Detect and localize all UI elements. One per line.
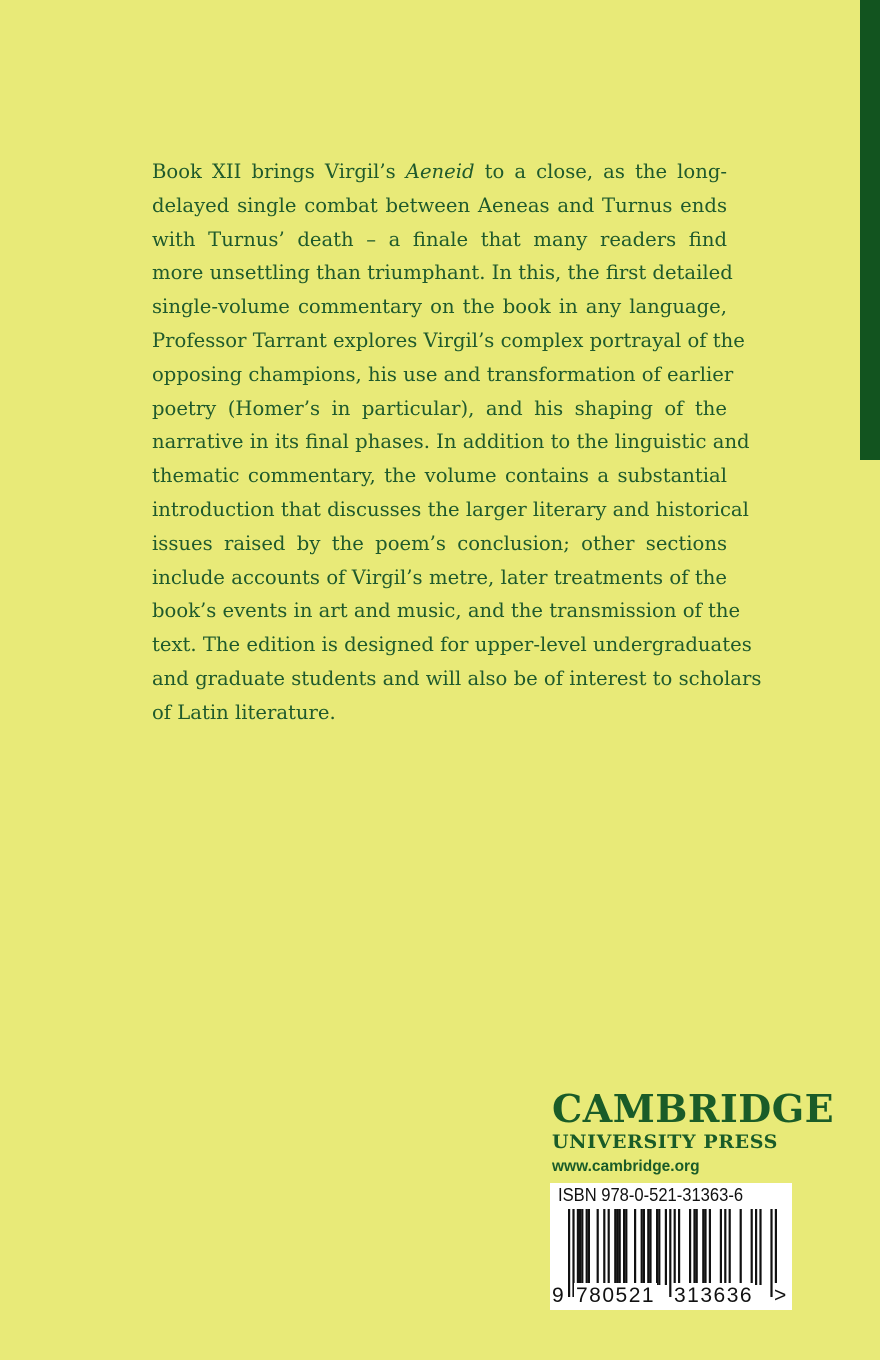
blurb-line: Book XII brings Virgil’s Aeneid to a close, as the long-: [152, 160, 727, 183]
barcode-bar: [649, 1209, 651, 1285]
blurb-line: text. The edition is designed for upper-level undergraduates: [152, 633, 752, 657]
barcode-bar: [643, 1209, 645, 1285]
blurb-line: poetry (Homer’s in particular), and his shaping of the: [152, 396, 727, 420]
publisher-subtitle: UNIVERSITY PRESS: [552, 1131, 778, 1153]
barcode-bar: [641, 1209, 643, 1285]
barcode-quiet-zone-mark: >: [774, 1284, 787, 1307]
barcode-bar: [634, 1209, 636, 1285]
blurb-line: include accounts of Virgil’s metre, later treatments of the: [152, 565, 727, 589]
book-description: [152, 155, 762, 730]
barcode-bar: [751, 1209, 753, 1285]
blurb-line: and graduate students and will also be of interest to scholars: [152, 666, 762, 690]
barcode-bar: [577, 1209, 579, 1285]
blurb-line: of Latin literature.: [152, 700, 336, 724]
barcode-bar: [759, 1209, 761, 1285]
barcode-bar: [724, 1209, 726, 1285]
blurb-line: thematic commentary, the volume contains a substantial: [152, 464, 727, 488]
barcode-bar: [625, 1209, 627, 1285]
barcode-digits: [550, 1283, 792, 1309]
blurb-line: issues raised by the poem’s conclusion; other sections: [152, 531, 727, 555]
barcode-bar: [579, 1209, 581, 1285]
blurb-line: narrative in its final phases. In addition to the linguistic and: [152, 430, 750, 454]
barcode-bar: [755, 1209, 757, 1285]
barcode-bar: [689, 1209, 691, 1285]
publisher-url: www.cambridge.org: [552, 1158, 700, 1175]
barcode-bar: [581, 1209, 583, 1285]
barcode-bar: [740, 1209, 742, 1285]
barcode-bar: [603, 1209, 605, 1285]
barcode-bar: [709, 1209, 711, 1285]
blurb-line: with Turnus’ death – a finale that many readers find: [152, 227, 727, 251]
blurb-line: Professor Tarrant explores Virgil’s complex portrayal of the: [152, 328, 745, 352]
barcode-bar: [623, 1209, 625, 1285]
barcode-bar: [665, 1209, 667, 1285]
barcode-bar: [702, 1209, 704, 1285]
blurb-line: more unsettling than triumphant. In this, the first detailed: [152, 261, 733, 285]
barcode-bar: [656, 1209, 658, 1285]
barcode-bar: [597, 1209, 599, 1285]
barcode-bar: [704, 1209, 706, 1285]
barcode-bar: [647, 1209, 649, 1285]
barcode-bar: [678, 1209, 680, 1285]
barcode-bar: [720, 1209, 722, 1285]
book-title-italic: Aeneid: [405, 160, 475, 183]
barcode-bar: [693, 1209, 695, 1285]
isbn-label: ISBN 978-0-521-31363-6: [558, 1185, 744, 1205]
isbn-barcode: [550, 1183, 792, 1310]
barcode-bar: [616, 1209, 618, 1285]
barcode-bar: [729, 1209, 731, 1285]
blurb-line: introduction that discusses the larger literary and historical: [152, 497, 749, 521]
barcode-bar: [619, 1209, 621, 1285]
publisher-name: CAMBRIDGE: [552, 1086, 835, 1131]
blurb-line: opposing champions, his use and transformation of earlier: [152, 362, 734, 386]
barcode-bar: [658, 1209, 660, 1285]
spine-color-strip: [860, 0, 880, 460]
barcode-right-digits: 313636: [674, 1284, 754, 1307]
blurb-line: book’s events in art and music, and the transmission of the: [152, 599, 741, 623]
barcode-bar: [696, 1209, 698, 1285]
barcode-bar: [608, 1209, 610, 1285]
barcode-left-digits: 780521: [576, 1284, 656, 1307]
barcode-bar: [588, 1209, 590, 1285]
publisher-logo: [552, 1086, 835, 1178]
barcode-bar: [586, 1209, 588, 1285]
barcode-bar: [614, 1209, 616, 1285]
barcode-lead-digit: 9: [552, 1284, 564, 1307]
blurb-line: single-volume commentary on the book in any language,: [152, 295, 727, 319]
blurb-line: delayed single combat between Aeneas and Turnus ends: [152, 193, 727, 217]
